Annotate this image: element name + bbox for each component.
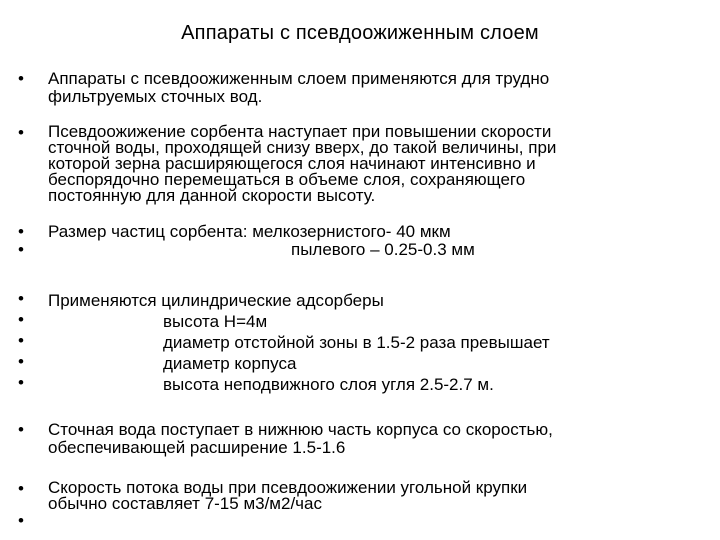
text-line: фильтруемых сточных вод. [48,87,263,106]
bullet-marker: • [18,123,24,142]
text-line: которой зерна расширяющегося слоя начинают интенсивно и [48,154,536,173]
text-line: сточной воды, проходящей снизу вверх, до такой величины, при [48,138,557,157]
text-line: высота Н=4м [163,312,268,331]
text-line: Сточная вода поступает в нижнюю часть корпуса со скоростью, [48,420,553,439]
text-line: постоянную для данной скорости высоту. [48,186,376,205]
bullet-text [48,124,688,204]
slide-title: Аппараты с псевдоожиженным слоем [181,22,539,44]
bullet-marker: • [18,352,24,371]
bullet-marker: • [18,331,24,350]
bullet-marker: • [18,222,24,241]
bullet-marker: • [18,310,24,329]
bullet-marker: • [18,373,24,392]
text-line: беспорядочно перемещаться в объеме слоя, сохраняющего [48,170,526,189]
text-line: Скорость потока воды при псевдоожижении угольной крупки [48,478,528,497]
text-line: Аппараты с псевдоожиженным слоем применяются для трудно [48,69,550,88]
text-line: высота неподвижного слоя угля 2.5-2.7 м. [163,375,494,394]
bullet-text [48,70,688,106]
bullet-marker: • [18,479,24,498]
bullet-text [48,480,688,512]
bullet-marker: • [18,240,24,259]
text-line: обеспечивающей расширение 1.5-1.6 [48,438,346,457]
bullet-marker: • [18,511,24,530]
bullet-marker: • [18,289,24,308]
text-line: пылевого – 0.25-0.3 мм [291,240,475,259]
text-line: диаметр корпуса [163,354,297,373]
text-line: обычно составляет 7-15 м3/м2/час [48,494,322,513]
bullet-marker: • [18,420,24,439]
bullet-text [48,223,688,259]
text-line: Размер частиц сорбента: мелкозернистого- 40 мкм [48,222,451,241]
text-line: Применяются цилиндрические адсорберы [48,291,384,310]
bullet-text [48,290,688,395]
text-line: диаметр отстойной зоны в 1.5-2 раза превышает [163,333,550,352]
bullet-text [48,421,688,457]
text-line: Псевдоожижение сорбента наступает при повышении скорости [48,122,552,141]
bullet-marker: • [18,69,24,88]
